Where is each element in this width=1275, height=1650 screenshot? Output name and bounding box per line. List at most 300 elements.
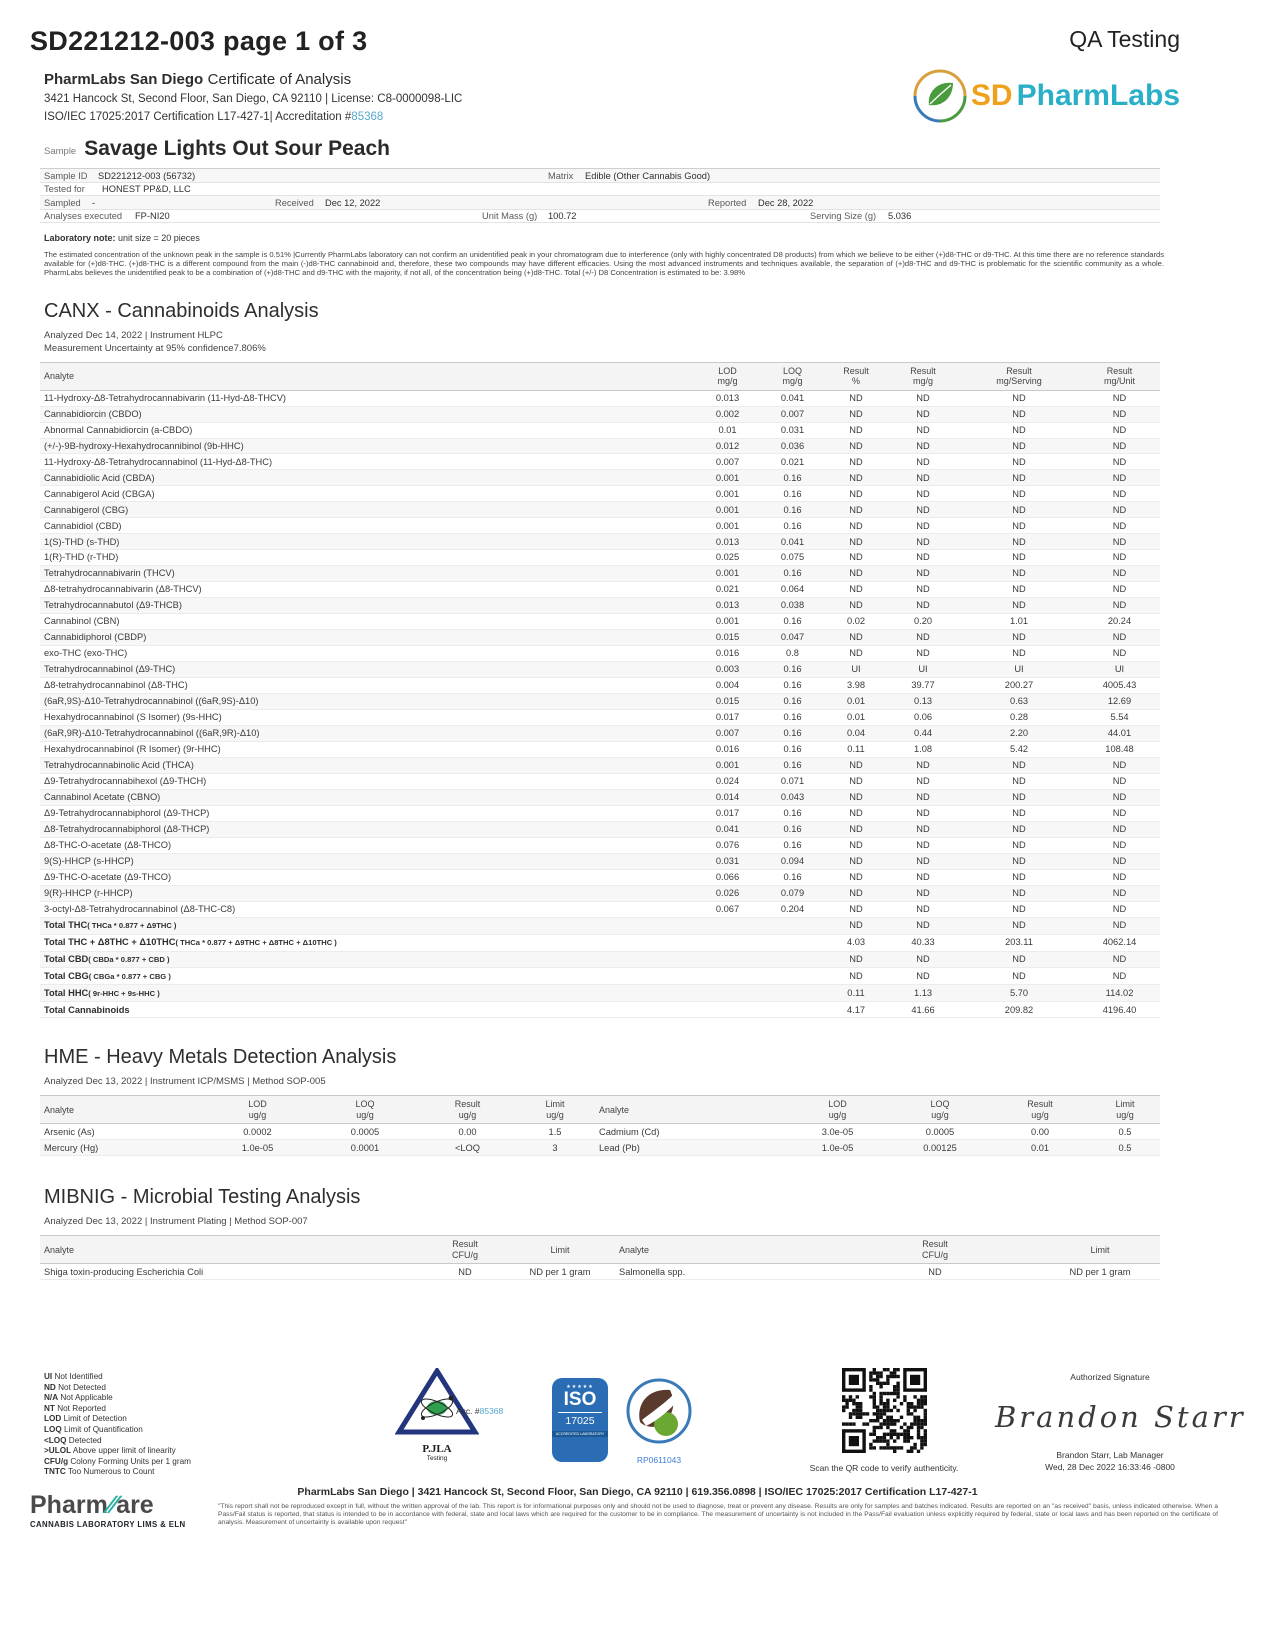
legend-item: >ULOL Above upper limit of linearity <box>44 1446 176 1456</box>
result-value: 0.13 <box>887 694 959 710</box>
result-value: ND <box>887 438 959 454</box>
column-header <box>785 1096 890 1124</box>
loq-value: 0.038 <box>760 598 825 614</box>
result-value: ND <box>887 805 959 821</box>
result-value: ND <box>1079 502 1160 518</box>
result-value: ND <box>959 454 1079 470</box>
result-value: ND <box>959 582 1079 598</box>
result-value: ND <box>887 630 959 646</box>
qr-code[interactable] <box>842 1368 927 1458</box>
result-value: ND <box>825 805 887 821</box>
result-value: ND <box>887 406 959 422</box>
header-row <box>40 1236 1160 1264</box>
analyte-name: Lead (Pb) <box>595 1140 785 1156</box>
analyte-name: Δ8-tetrahydrocannabinol (Δ8-THC) <box>40 678 695 694</box>
iso-name: ISO <box>563 1389 597 1410</box>
column-header-line1: LOD <box>828 1099 847 1110</box>
result-value: 0.01 <box>990 1140 1090 1156</box>
analyte-formula: ( CBGa * 0.877 + CBG ) <box>88 971 171 981</box>
loq-value: 0.007 <box>760 406 825 422</box>
lod-value: 0.067 <box>695 901 760 917</box>
canx-row <box>40 406 1160 422</box>
column-header-line1: Result <box>452 1239 478 1250</box>
pjla-name: P.JLA <box>422 1443 452 1455</box>
result-value: ND <box>1079 821 1160 837</box>
result-value: 114.02 <box>1079 985 1160 1002</box>
result-value: 4005.43 <box>1079 678 1160 694</box>
canx-meta: Analyzed Dec 14, 2022 | Instrument HLPC <box>44 329 223 341</box>
result-value: ND <box>959 968 1079 985</box>
analyte-name: exo-THC (exo-THC) <box>40 646 695 662</box>
canx-row <box>40 773 1160 789</box>
analyte-name: 1(S)-THD (s-THD) <box>40 534 695 550</box>
column-header-line1: LOQ <box>782 365 802 376</box>
result-value: 0.20 <box>887 614 959 630</box>
result-value: UI <box>887 662 959 678</box>
result-value: ND <box>825 968 887 985</box>
result-value: 1.08 <box>887 741 959 757</box>
column-header-line1: Limit <box>545 1099 565 1110</box>
result-value: ND <box>959 917 1079 934</box>
column-header-line2: ug/g <box>1116 1109 1134 1120</box>
brand-sd-text: SD <box>970 79 1013 112</box>
cert-line: ISO/IEC 17025:2017 Certification L17-427-1| Accreditation # <box>44 111 352 123</box>
result-value: 209.82 <box>959 1002 1079 1018</box>
result-value: 20.24 <box>1079 614 1160 630</box>
result-value: ND <box>959 646 1079 662</box>
canx-row <box>40 725 1160 741</box>
result-value: ND <box>959 390 1079 406</box>
abbreviation-legend <box>44 1372 191 1478</box>
canx-row <box>40 917 1160 934</box>
result-value: 0.44 <box>887 725 959 741</box>
column-header <box>887 362 959 390</box>
result-value: 0.06 <box>887 709 959 725</box>
result-value: ND <box>887 789 959 805</box>
lod-value <box>695 1002 760 1018</box>
legend-abbr: <LOQ <box>44 1435 67 1445</box>
loq-value: 0.8 <box>760 646 825 662</box>
sampled-value: - <box>92 197 96 208</box>
canx-row <box>40 534 1160 550</box>
canx-row <box>40 694 1160 710</box>
lod-value: 0.001 <box>695 614 760 630</box>
result-value: ND <box>1079 901 1160 917</box>
result-value: 4.17 <box>825 1002 887 1018</box>
result-value: ND <box>959 789 1079 805</box>
column-header <box>695 362 760 390</box>
unit-mass-label: Unit Mass (g) <box>482 211 538 221</box>
column-header <box>1040 1236 1160 1264</box>
canx-row <box>40 566 1160 582</box>
loq-value: 0.16 <box>760 757 825 773</box>
result-value: ND <box>959 630 1079 646</box>
analyte-formula: ( 9r-HHC + 9s-HHC ) <box>88 988 160 998</box>
analyte-name: Total HHC( 9r-HHC + 9s-HHC ) <box>40 985 695 1002</box>
sample-id-value: SD221212-003 (56732) <box>98 170 196 181</box>
canx-row <box>40 789 1160 805</box>
result-value: ND <box>887 773 959 789</box>
legend-item: N/A Not Applicable <box>44 1393 113 1403</box>
analyte-name: (+/-)-9B-hydroxy-Hexahydrocannibinol (9b-HHC) <box>40 438 695 454</box>
loq-value: 0.021 <box>760 454 825 470</box>
lod-value <box>695 968 760 985</box>
result-value: ND <box>825 789 887 805</box>
hme-meta: Analyzed Dec 13, 2022 | Instrument ICP/MSMS | Method SOP-005 <box>44 1076 326 1088</box>
canx-row <box>40 1002 1160 1018</box>
dea-rp-code[interactable]: RP0611043 <box>636 1455 682 1465</box>
loq-value: 0.041 <box>760 534 825 550</box>
lod-value: 0.003 <box>695 662 760 678</box>
limit-value: 1.5 <box>515 1124 595 1140</box>
loq-value: 0.071 <box>760 773 825 789</box>
result-value: 5.42 <box>959 741 1079 757</box>
result-value: ND <box>825 534 887 550</box>
result-value: ND <box>1079 646 1160 662</box>
result-value: ND <box>959 470 1079 486</box>
column-header-line2: % <box>851 376 860 387</box>
canx-row <box>40 805 1160 821</box>
legend-item: ND Not Detected <box>44 1382 106 1392</box>
result-value: ND <box>887 917 959 934</box>
column-header-line2: ug/g <box>931 1109 949 1120</box>
canx-row <box>40 853 1160 869</box>
result-value: 12.69 <box>1079 694 1160 710</box>
result-value: ND <box>959 486 1079 502</box>
lod-value: 0.004 <box>695 678 760 694</box>
loq-value: 0.16 <box>760 678 825 694</box>
legend-item: CFU/g Colony Forming Units per 1 gram <box>44 1456 191 1466</box>
canx-row <box>40 646 1160 662</box>
legend-abbr: UI <box>44 1372 53 1381</box>
analyte-name: (6aR,9R)-Δ10-Tetrahydrocannabinol ((6aR,9R)-Δ10) <box>40 725 695 741</box>
pharmware-name-a: Pharm <box>30 1491 108 1519</box>
loq-value <box>760 1002 825 1018</box>
analyte-formula: ( THCa * 0.877 + Δ9THC + Δ8THC + Δ10THC ) <box>175 937 337 947</box>
sample-info-row <box>40 210 1160 224</box>
column-header <box>830 1236 1040 1264</box>
lod-value: 0.001 <box>695 518 760 534</box>
column-header-line2: ug/g <box>546 1109 564 1120</box>
loq-value: 0.16 <box>760 709 825 725</box>
dea-logo-icon <box>626 1378 692 1444</box>
result-value: ND <box>825 406 887 422</box>
microbial-table <box>40 1235 1160 1280</box>
lod-value: 0.0002 <box>205 1124 310 1140</box>
cannabinoids-table <box>40 362 1160 1019</box>
canx-uncertainty: Measurement Uncertainty at 95% confidence7.806% <box>44 342 266 354</box>
result-value: ND <box>1079 630 1160 646</box>
lod-value: 0.012 <box>695 438 760 454</box>
canx-row <box>40 757 1160 773</box>
legend-abbr: CFU/g <box>44 1456 69 1466</box>
result-value: 1.01 <box>959 614 1079 630</box>
loq-value <box>760 917 825 934</box>
result-value: ND <box>825 630 887 646</box>
result-value: 0.04 <box>825 725 887 741</box>
result-value: 5.70 <box>959 985 1079 1002</box>
loq-value: 0.0001 <box>310 1140 420 1156</box>
analyte-name: Arsenic (As) <box>40 1124 205 1140</box>
result-value: ND <box>825 821 887 837</box>
lod-value: 1.0e-05 <box>785 1140 890 1156</box>
tested-for-label: Tested for <box>44 184 85 194</box>
loq-value: 0.036 <box>760 438 825 454</box>
matrix-label: Matrix <box>548 170 574 181</box>
lod-value: 0.013 <box>695 598 760 614</box>
result-value: ND <box>1079 837 1160 853</box>
column-header-line2: CFU/g <box>921 1249 948 1260</box>
analyte-name: Cannabigerol (CBG) <box>40 502 695 518</box>
result-value: ND <box>825 486 887 502</box>
result-value: ND <box>1079 789 1160 805</box>
column-header-line1: Result <box>922 1239 948 1250</box>
legend-abbr: ND <box>44 1382 56 1392</box>
lod-value: 0.066 <box>695 869 760 885</box>
result-value: ND <box>825 566 887 582</box>
result-value: ND <box>887 566 959 582</box>
lod-value <box>695 934 760 951</box>
lod-value: 0.041 <box>695 821 760 837</box>
received-value: Dec 12, 2022 <box>325 197 381 208</box>
lod-value: 0.015 <box>695 630 760 646</box>
result-value: UI <box>1079 662 1160 678</box>
analyte-name: Tetrahydrocannabivarin (THCV) <box>40 566 695 582</box>
result-value: ND <box>1079 470 1160 486</box>
tested-for-value: HONEST PP&D, LLC <box>102 184 191 194</box>
lod-value: 0.013 <box>695 534 760 550</box>
sample-info-row <box>40 183 1160 197</box>
result-value: ND <box>1079 773 1160 789</box>
column-header-line2: CFU/g <box>451 1249 478 1260</box>
column-header-analyte: Analyte <box>40 1096 205 1124</box>
lod-value: 0.001 <box>695 486 760 502</box>
loq-value: 0.16 <box>760 470 825 486</box>
result-value: ND <box>887 901 959 917</box>
result-value: ND <box>887 837 959 853</box>
result-value: ND <box>959 757 1079 773</box>
result-value: ND <box>1079 968 1160 985</box>
accreditation-link[interactable]: 85368 <box>351 111 384 123</box>
analyte-name: Cannabidiphorol (CBDP) <box>40 630 695 646</box>
canx-row <box>40 985 1160 1002</box>
result-value: 0.00 <box>420 1124 515 1140</box>
qr-verification <box>796 1368 972 1473</box>
result-value: <LOQ <box>420 1140 515 1156</box>
column-header-line1: Limit <box>1115 1099 1135 1110</box>
result-value: 4062.14 <box>1079 934 1160 951</box>
limit-value: 0.5 <box>1090 1124 1160 1140</box>
result-value: ND <box>825 422 887 438</box>
analyte-name: 3-octyl-Δ8-Tetrahydrocannabinol (Δ8-THC-C8) <box>40 901 695 917</box>
canx-row <box>40 821 1160 837</box>
result-value: ND <box>887 502 959 518</box>
result-value: 3.98 <box>825 678 887 694</box>
hme-title: HME - Heavy Metals Detection Analysis <box>44 1046 397 1069</box>
header-row <box>40 362 1160 390</box>
pjla-acc-link[interactable]: 85368 <box>479 1406 504 1416</box>
result-value: 0.63 <box>959 694 1079 710</box>
lod-value: 1.0e-05 <box>205 1140 310 1156</box>
lod-value: 0.016 <box>695 646 760 662</box>
result-value: ND <box>825 582 887 598</box>
brand-pharmlabs-text: PharmLabs <box>1016 79 1180 112</box>
loq-value <box>760 968 825 985</box>
lab-name: PharmLabs San Diego <box>44 71 204 88</box>
result-value: ND <box>825 885 887 901</box>
limit-value: ND per 1 gram <box>1040 1264 1160 1280</box>
canx-row <box>40 901 1160 917</box>
loq-value: 0.16 <box>760 566 825 582</box>
lab-header <box>0 57 1275 125</box>
iso-small-text: ACCREDITED LABORATORY <box>552 1431 608 1437</box>
lod-value: 0.001 <box>695 757 760 773</box>
result-value: 39.77 <box>887 678 959 694</box>
lab-address: 3421 Hancock St, Second Floor, San Diego, CA 92110 | License: C8-0000098-LIC <box>44 93 463 105</box>
analyte-name: Δ8-tetrahydrocannabivarin (Δ8-THCV) <box>40 582 695 598</box>
lod-value: 0.001 <box>695 502 760 518</box>
lod-value: 0.016 <box>695 741 760 757</box>
result-value: ND <box>887 646 959 662</box>
analyte-name: Δ9-THC-O-acetate (Δ9-THCO) <box>40 869 695 885</box>
column-header-analyte: Analyte <box>595 1096 785 1124</box>
loq-value <box>760 951 825 968</box>
result-value: ND <box>959 518 1079 534</box>
lod-value: 0.001 <box>695 566 760 582</box>
reported-label: Reported <box>708 197 747 208</box>
canx-row <box>40 678 1160 694</box>
serving-size-label: Serving Size (g) <box>810 211 877 221</box>
sample-id-label: Sample ID <box>44 170 88 181</box>
legend-abbr: N/A <box>44 1393 59 1403</box>
loq-value: 0.047 <box>760 630 825 646</box>
loq-value: 0.043 <box>760 789 825 805</box>
result-value: ND <box>959 502 1079 518</box>
result-value: UI <box>959 662 1079 678</box>
pharmware-name-b: are <box>116 1491 154 1519</box>
result-value: ND <box>1079 486 1160 502</box>
column-header-line1: Result <box>1027 1099 1053 1110</box>
lod-value: 0.002 <box>695 406 760 422</box>
analyte-name: Cannabigerol Acid (CBGA) <box>40 486 695 502</box>
canx-row <box>40 934 1160 951</box>
legend-item: TNTC Too Numerous to Count <box>44 1467 155 1477</box>
analyte-name: Cannabidiol (CBD) <box>40 518 695 534</box>
result-value: ND <box>887 486 959 502</box>
result-value: 200.27 <box>959 678 1079 694</box>
column-header-line2: mg/Serving <box>996 376 1042 387</box>
result-value: ND <box>959 901 1079 917</box>
iso-stars: ★★★★★ <box>566 1384 594 1390</box>
legend-item: <LOQ Detected <box>44 1435 102 1445</box>
result-value: ND <box>825 470 887 486</box>
loq-value: 0.16 <box>760 614 825 630</box>
loq-value: 0.031 <box>760 422 825 438</box>
canx-row <box>40 582 1160 598</box>
legend-item: UI Not Identified <box>44 1372 103 1381</box>
result-value: 40.33 <box>887 934 959 951</box>
result-value: ND <box>887 390 959 406</box>
analyte-name: Total THC( THCa * 0.877 + Δ9THC ) <box>40 917 695 934</box>
loq-value: 0.16 <box>760 694 825 710</box>
pjla-triangle-icon <box>395 1368 479 1436</box>
lod-value <box>695 985 760 1002</box>
canx-row <box>40 486 1160 502</box>
unit-mass-value: 100.72 <box>548 211 577 221</box>
signature-block <box>995 1372 1246 1472</box>
analyte-name: Total CBG( CBGa * 0.877 + CBG ) <box>40 968 695 985</box>
result-value: ND <box>1079 454 1160 470</box>
canx-row <box>40 968 1160 985</box>
result-value: ND <box>887 582 959 598</box>
lod-value: 0.017 <box>695 709 760 725</box>
column-header <box>205 1096 310 1124</box>
result-value: ND <box>887 757 959 773</box>
lod-value: 0.017 <box>695 805 760 821</box>
result-value: ND <box>825 390 887 406</box>
analyte-name: Total THC + Δ8THC + Δ10THC( THCa * 0.877 + Δ9THC + Δ8THC + Δ10THC ) <box>40 934 695 951</box>
pjla-accreditation <box>372 1368 502 1462</box>
analyte-name: Total CBD( CBDa * 0.877 + CBD ) <box>40 951 695 968</box>
lab-note-paragraph: The estimated concentration of the unknown peak in the sample is 0.51% |Currently PharmLabs laboratory can not confirm an unidentified peak in your chromatogram due to interference (only with highly concentrated D8 products) from which we believe to be either (+)d8-THC or d9-THC. At this time there are no reference standards available for (+)d8-THC. (+)d8-THC is a different compound from the main (-)d8-THC cannabinoid and, therefore, these two compounds may have different efficacies. Using the most advanced instruments and techniques available, the separation of (+)d8-THC and d9-THC is problematic for the scientific community as a whole. PharmLabs believes the unidentified peak to be a combination of (+)d8-THC and d9-THC with the majority, if not all, of the concentration being (+)d8-THC. Total (+/-) D8 Concentration is estimated to be: 3.98% <box>44 250 1164 278</box>
loq-value: 0.16 <box>760 502 825 518</box>
analyte-name: Cadmium (Cd) <box>595 1124 785 1140</box>
result-value: ND <box>1079 885 1160 901</box>
analyte-name: Hexahydrocannabinol (R Isomer) (9r-HHC) <box>40 741 695 757</box>
column-header <box>505 1236 615 1264</box>
result-value: ND <box>825 837 887 853</box>
footer-contact: PharmLabs San Diego | 3421 Hancock St, Second Floor, San Diego, CA 92110 | 619.356.0898 | ISO/IEC 17025:2017 Certification L17-427-1 <box>297 1486 978 1498</box>
analyte-name: Hexahydrocannabinol (S Isomer) (9s-HHC) <box>40 709 695 725</box>
limit-value: 3 <box>515 1140 595 1156</box>
result-value: 4196.40 <box>1079 1002 1160 1018</box>
loq-value: 0.079 <box>760 885 825 901</box>
column-header-line1: Result <box>454 1099 481 1110</box>
result-value: ND <box>1079 805 1160 821</box>
result-value: ND <box>830 1264 1040 1280</box>
pjla-accreditation-number: Acc. #85368 <box>456 1406 504 1416</box>
mibnig-row <box>40 1264 1160 1280</box>
signature-script: Brandon Starr <box>995 1400 1246 1434</box>
analyte-name: 9(S)-HHCP (s-HHCP) <box>40 853 695 869</box>
qa-testing-label: QA Testing <box>1069 26 1180 52</box>
result-value: 5.54 <box>1079 709 1160 725</box>
column-header-line1: LOD <box>718 365 737 376</box>
result-value: ND <box>887 470 959 486</box>
column-header-line1: Result <box>1106 365 1133 376</box>
result-value: ND <box>887 885 959 901</box>
received-label: Received <box>275 197 314 208</box>
analyte-name: 11-Hydroxy-Δ8-Tetrahydrocannabivarin (11-Hyd-Δ8-THCV) <box>40 390 695 406</box>
signer-name: Brandon Starr, Lab Manager <box>1056 1450 1164 1460</box>
authorized-signature-label: Authorized Signature <box>1070 1372 1150 1382</box>
loq-value: 0.16 <box>760 662 825 678</box>
loq-value: 0.00125 <box>890 1140 990 1156</box>
result-value: UI <box>825 662 887 678</box>
analyte-name: 11-Hydroxy-Δ8-Tetrahydrocannabinol (11-Hyd-Δ8-THC) <box>40 454 695 470</box>
canx-row <box>40 470 1160 486</box>
result-value: ND <box>959 885 1079 901</box>
matrix-value: Edible (Other Cannabis Good) <box>585 170 711 181</box>
signature-date: Wed, 28 Dec 2022 16:33:46 -0800 <box>1045 1462 1175 1472</box>
heavy-metals-table <box>40 1095 1160 1156</box>
canx-row <box>40 951 1160 968</box>
analyte-name: Tetrahydrocannabinolic Acid (THCA) <box>40 757 695 773</box>
analyte-name: Cannabidiolic Acid (CBDA) <box>40 470 695 486</box>
column-header-line1: Limit <box>1090 1244 1110 1255</box>
column-header-line1: LOQ <box>930 1099 950 1110</box>
result-value: ND <box>1079 582 1160 598</box>
